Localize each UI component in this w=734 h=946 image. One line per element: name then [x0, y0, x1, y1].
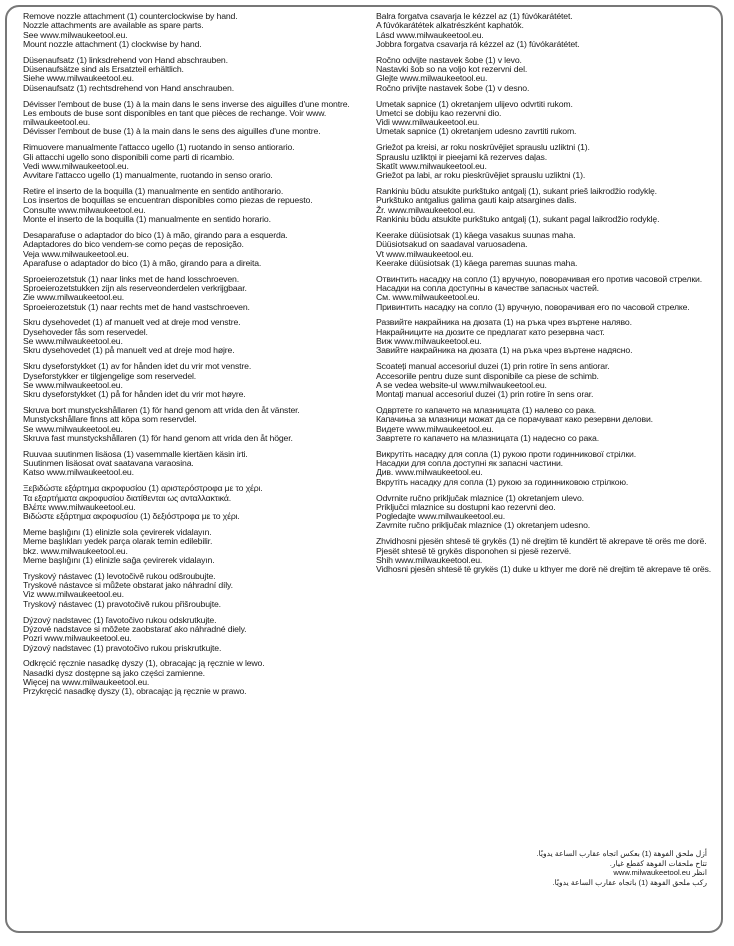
instruction-line: Vedi www.milwaukeetool.eu.: [23, 160, 129, 171]
instruction-line: Umetak sapnice (1) okretanjem ulijevo odvrtiti rukom.: [376, 98, 573, 109]
instruction-line: Mount nozzle attachment (1) clockwise by hand.: [23, 38, 202, 49]
instruction-line: Viz www.milwaukeetool.eu.: [23, 589, 124, 600]
instruction-line: Привинтить насадку на сопло (1) вручную, поворачивая его по часовой стрелке.: [376, 301, 690, 312]
language-block: [376, 537, 716, 574]
language-block: [23, 450, 368, 478]
instruction-line: A se vedea website-ul www.milwaukeetool.eu.: [376, 379, 547, 390]
instruction-line: Βλέπε www.milwaukeetool.eu.: [23, 501, 136, 512]
language-block: [376, 318, 716, 355]
instruction-line: Skru dysehovedet (1) af manuelt ved at dreje mod venstre.: [23, 317, 241, 328]
instruction-line: Nastavki šob so na voljo kot rezervni del.: [376, 64, 528, 75]
instruction-line: Ročno privijte nastavek šobe (1) v desno.: [376, 82, 530, 93]
language-block: [23, 528, 368, 565]
language-block: [23, 572, 368, 609]
instruction-line: Przykręcić nasadkę dyszy (1), obracając ją ręcznie w prawo.: [23, 686, 247, 697]
instruction-line: Desaparafuse o adaptador do bico (1) à mão, girando para a esquerda.: [23, 229, 288, 240]
language-block: [376, 12, 716, 49]
instruction-line: Накрайниците на дюзите се предлагат като резервна част.: [376, 326, 605, 337]
right-column: [376, 12, 716, 581]
instruction-line: Dévisser l'embout de buse (1) à la main dans le sens inverse des aiguilles d'une montre.: [23, 98, 350, 109]
instruction-line: Sprauslu uzliktņi ir pieejami kā rezerves daļas.: [376, 151, 547, 162]
language-block: [376, 450, 716, 487]
instruction-line: Umetci se dobiju kao rezervni dio.: [376, 107, 502, 118]
language-block: [376, 56, 716, 93]
language-block: [23, 484, 368, 521]
instruction-line: Sproeierozetstuk (1) naar links met de hand losschroeven.: [23, 273, 239, 284]
language-block: [23, 187, 368, 224]
language-block: [23, 362, 368, 399]
instruction-line: Griežot pa labi, ar roku pieskrūvējiet sprauslu uzliktni (1).: [376, 170, 586, 181]
instruction-line: See www.milwaukeetool.eu.: [23, 29, 128, 40]
arabic-line: تتاح ملحقات الفوهة كقطع غيار.: [609, 858, 707, 868]
instruction-line: Düsenaufsatz (1) linksdrehend von Hand abschrauben.: [23, 54, 228, 65]
instruction-line: Dysehoveder fås som reservedel.: [23, 326, 148, 337]
instruction-line: Więcej na www.milwaukeetool.eu.: [23, 677, 150, 688]
instruction-line: Meme başlığını (1) elinizle sağa çevirerek vidalayın.: [23, 554, 215, 565]
instruction-line: Odvrnite ručno priključak mlaznice (1) okretanjem ulevo.: [376, 492, 584, 503]
instruction-line: Видете www.milwaukeetool.eu.: [376, 423, 494, 434]
instruction-line: Див. www.milwaukeetool.eu.: [376, 467, 483, 478]
instruction-line: Düsenaufsätze sind als Ersatzteil erhältlich.: [23, 64, 184, 75]
instruction-line: Dýzové nadstavce si môžete zaobstarať ako náhradné diely.: [23, 623, 247, 634]
instruction-line: Tryskový nástavec (1) levotočivě rukou odšroubujte.: [23, 570, 216, 581]
instruction-line: Vidi www.milwaukeetool.eu.: [376, 117, 480, 128]
instruction-line: Munstyckshållare finns att köpa som reservdel.: [23, 414, 197, 425]
instruction-line: Nasadki dysz dostępne są jako części zamienne.: [23, 667, 205, 678]
instruction-line: Avvitare l'attacco ugello (1) manualmente, ruotando in senso orario.: [23, 170, 273, 181]
instruction-line: Насадки на сопла доступны в качестве запасных частей.: [376, 282, 599, 293]
instruction-line: Вкрутіть насадку для сопла (1) рукою за годинниковою стрілкою.: [376, 476, 629, 487]
instruction-line: Se www.milwaukeetool.eu.: [23, 379, 123, 390]
instruction-line: Викрутіть насадку для сопла (1) рукою проти годинникової стрілки.: [376, 448, 636, 459]
instruction-line: Katso www.milwaukeetool.eu.: [23, 467, 134, 478]
language-block: [376, 275, 716, 312]
language-block: [23, 275, 368, 312]
instruction-line: Zhvidhosni pjesën shtesë të grykës (1) në drejtim të kundërt të akrepave të orës me dorë.: [376, 536, 707, 547]
instruction-line: Rankiniu būdu atsukite purkštuko antgalį (1), sukant pagal laikrodžio rodyklę.: [376, 214, 660, 225]
instruction-line: Žr. www.milwaukeetool.eu.: [376, 204, 476, 215]
instruction-line: Adaptadores do bico vendem-se como peças de reposição.: [23, 239, 244, 250]
left-column: [23, 12, 368, 703]
instruction-line: Scoateți manual accesoriul duzei (1) prin rotire în sens antiorar.: [376, 361, 610, 372]
language-block: [376, 187, 716, 224]
instruction-line: Glejte www.milwaukeetool.eu.: [376, 73, 488, 84]
instruction-line: Düüsiotsakud on saadaval varuosadena.: [376, 239, 528, 250]
instruction-line: Purkštuko antgalius galima gauti kaip atsargines dalis.: [376, 195, 577, 206]
instruction-line: Los insertos de boquillas se encuentran disponibles como piezas de repuesto.: [23, 195, 313, 206]
instruction-line: Siehe www.milwaukeetool.eu.: [23, 73, 134, 84]
instruction-line: Dýzový nadstavec (1) ľavotočivo rukou odskrutkujte.: [23, 614, 217, 625]
language-block: [376, 494, 716, 531]
instruction-line: Düsenaufsatz (1) rechtsdrehend von Hand anschrauben.: [23, 82, 234, 93]
instruction-line: Remove nozzle attachment (1) counterclockwise by hand.: [23, 11, 238, 21]
language-block: [23, 406, 368, 443]
language-block: [23, 143, 368, 180]
instruction-line: Rimuovere manualmente l'attacco ugello (1) ruotando in senso antiorario.: [23, 142, 295, 153]
instruction-line: Dévisser l'embout de buse (1) à la main dans le sens des aiguilles d'une montre.: [23, 126, 321, 137]
language-block: [23, 318, 368, 355]
instruction-line: Vt www.milwaukeetool.eu.: [376, 248, 474, 259]
language-block: [23, 231, 368, 268]
instruction-line: Skru dyseforstykket (1) av for hånden idet du vrir mot venstre.: [23, 361, 252, 372]
language-block: [376, 406, 716, 443]
instruction-line: Завийте накрайника на дюзата (1) на ръка чрез въртене надясно.: [376, 345, 633, 356]
instruction-line: Dýzový nadstavec (1) pravotočivo rukou priskrutkujte.: [23, 642, 222, 653]
instruction-line: Βιδώστε εξάρτημα ακροφυσίου (1) δεξιόστροφα με το χέρι.: [23, 511, 240, 522]
instruction-line: Tryskové nástavce si můžete obstarat jako náhradní díly.: [23, 580, 233, 591]
instruction-panel: [5, 5, 723, 933]
language-block: [376, 362, 716, 399]
instruction-line: Accesoriile pentru duze sunt disponibile ca piese de schimb.: [376, 370, 599, 381]
instruction-line: Rankiniu būdu atsukite purkštuko antgalį (1), sukant prieš laikrodžio rodyklę.: [376, 186, 657, 197]
instruction-line: Griežot pa kreisi, ar roku noskrūvējiet sprauslu uzliktni (1).: [376, 142, 590, 153]
language-block: [23, 12, 368, 49]
arabic-line: انظر www.milwaukeetool.eu: [613, 868, 707, 877]
language-block: [376, 231, 716, 268]
instruction-line: Veja www.milwaukeetool.eu.: [23, 248, 129, 259]
language-block: [23, 616, 368, 653]
instruction-line: Jobbra forgatva csavarja rá kézzel az (1) fúvókarátétet.: [376, 38, 580, 49]
instruction-line: Skruva bort munstyckshållaren (1) för hand genom att vrida den åt vänster.: [23, 405, 300, 416]
instruction-line: Ξεβιδώστε εξάρτημα ακροφυσίου (1) αριστερόστροφα με το χέρι.: [23, 483, 263, 494]
instruction-line: Vidhosni pjesën shtesë të grykës (1) duke u kthyer me dorë në drejtim të akrepave të orës.: [376, 564, 711, 575]
instruction-line: Nozzle attachments are available as spare parts.: [23, 20, 204, 31]
instruction-line: Развийте накрайника на дюзата (1) на ръка чрез въртене наляво.: [376, 317, 632, 328]
instruction-line: Виж www.milwaukeetool.eu.: [376, 336, 482, 347]
instruction-line: Pozri www.milwaukeetool.eu.: [23, 633, 132, 644]
instruction-line: Meme başlıkları yedek parça olarak temin edilebilir.: [23, 536, 213, 547]
instruction-line: Skruva fast munstyckshållaren (1) för hand genom att vrida den åt höger.: [23, 432, 293, 443]
instruction-line: Se www.milwaukeetool.eu.: [23, 336, 123, 347]
instruction-line: Skru dyseforstykket (1) på for hånden idet du vrir mot høyre.: [23, 389, 246, 400]
language-block: [23, 659, 368, 696]
instruction-line: Se www.milwaukeetool.eu.: [23, 423, 123, 434]
language-block: [376, 100, 716, 137]
instruction-line: Retire el inserto de la boquilla (1) manualmente en sentido antihorario.: [23, 186, 284, 197]
instruction-line: Priključci mlaznice su dostupni kao rezervni deo.: [376, 501, 556, 512]
instruction-line: bkz. www.milwaukeetool.eu.: [23, 545, 128, 556]
instruction-line: Balra forgatva csavarja le kézzel az (1) fúvókarátétet.: [376, 11, 573, 21]
instruction-line: Consulte www.milwaukeetool.eu.: [23, 204, 146, 215]
instruction-line: Umetak sapnice (1) okretanjem udesno zavrtiti rukom.: [376, 126, 577, 137]
instruction-line: Keerake düüsiotsak (1) käega vasakus suunas maha.: [376, 229, 576, 240]
instruction-line: Shih www.milwaukeetool.eu.: [376, 554, 483, 565]
arabic-line: أزل ملحق الفوهة (1) بعكس اتجاه عقارب الساعة يدويًا.: [536, 849, 707, 858]
language-block: [23, 100, 368, 137]
instruction-line: Завртете го капачето на млазницата (1) надесно со рака.: [376, 432, 599, 443]
instruction-line: Pogledajte www.milwaukeetool.eu.: [376, 511, 505, 522]
instruction-line: Одвртете го капачето на млазницата (1) налево со рака.: [376, 405, 597, 416]
instruction-line: Τα εξαρτήματα ακροφυσίου διατίθενται ως ανταλλακτικά.: [23, 492, 231, 503]
instruction-line: См. www.milwaukeetool.eu.: [376, 292, 480, 303]
instruction-line: Dyseforstykker er tilgjengelige som reservedel.: [23, 370, 197, 381]
instruction-line: Zavrnite ručno priključak mlaznice (1) okretanjem udesno.: [376, 520, 591, 531]
instruction-line: Skatīt www.milwaukeetool.eu.: [376, 160, 487, 171]
instruction-line: Montați manual accesoriul duzei (1) prin rotire în sens orar.: [376, 389, 594, 400]
instruction-line: Skru dysehovedet (1) på manuelt ved at dreje mod højre.: [23, 345, 235, 356]
instruction-line: Капачиња за млазници можат да се порачуваат како резервни делови.: [376, 414, 653, 425]
instruction-line: Pjesët shtesë të grykës disponohen si pjesë rezervë.: [376, 545, 572, 556]
instruction-line: Keerake düüsiotsak (1) käega paremas suunas maha.: [376, 257, 578, 268]
instruction-line: Zie www.milwaukeetool.eu.: [23, 292, 125, 303]
instruction-line: Ročno odvijte nastavek šobe (1) v levo.: [376, 54, 522, 65]
language-block: [23, 56, 368, 93]
instruction-line: Отвинтить насадку на сопло (1) вручную, поворачивая его против часовой стрелки.: [376, 273, 702, 284]
instruction-line: Lásd www.milwaukeetool.eu.: [376, 29, 484, 40]
instruction-line: Meme başlığını (1) elinizle sola çevirerek vidalayın.: [23, 527, 212, 538]
arabic-text-block: [537, 849, 707, 887]
language-block: [376, 143, 716, 180]
instruction-line: Насадки для сопла доступні як запасні частини.: [376, 458, 563, 469]
instruction-line: Monte el inserto de la boquilla (1) manualmente en sentido horario.: [23, 214, 271, 225]
instruction-line: Les embouts de buse sont disponibles en tant que pièces de rechange. Voir www. milwaukeetool.eu.: [23, 107, 329, 128]
arabic-line: ركب ملحق الفوهة (1) باتجاه عقارب الساعة يدويًا.: [552, 877, 707, 887]
instruction-line: A fúvókarátétek alkatrészként kaphatók.: [376, 20, 524, 31]
instruction-line: Sproeierozetstuk (1) naar rechts met de hand vastschroeven.: [23, 301, 250, 312]
instruction-line: Tryskový nástavec (1) pravotočivě rukou přišroubujte.: [23, 598, 221, 609]
instruction-line: Odkręcić ręcznie nasadkę dyszy (1), obracając ją ręcznie w lewo.: [23, 658, 265, 669]
instruction-line: Suutinmen lisäosat ovat saatavana varaosina.: [23, 458, 194, 469]
instruction-line: Ruuvaa suutinmen lisäosa (1) vasemmalle kiertäen käsin irti.: [23, 448, 248, 459]
instruction-line: Sproeierozetstukken zijn als reserveonderdelen verkrijgbaar.: [23, 282, 247, 293]
instruction-line: Gli attacchi ugello sono disponibili come parti di ricambio.: [23, 151, 235, 162]
instruction-line: Aparafuse o adaptador do bico (1) à mão, girando para a direita.: [23, 257, 262, 268]
